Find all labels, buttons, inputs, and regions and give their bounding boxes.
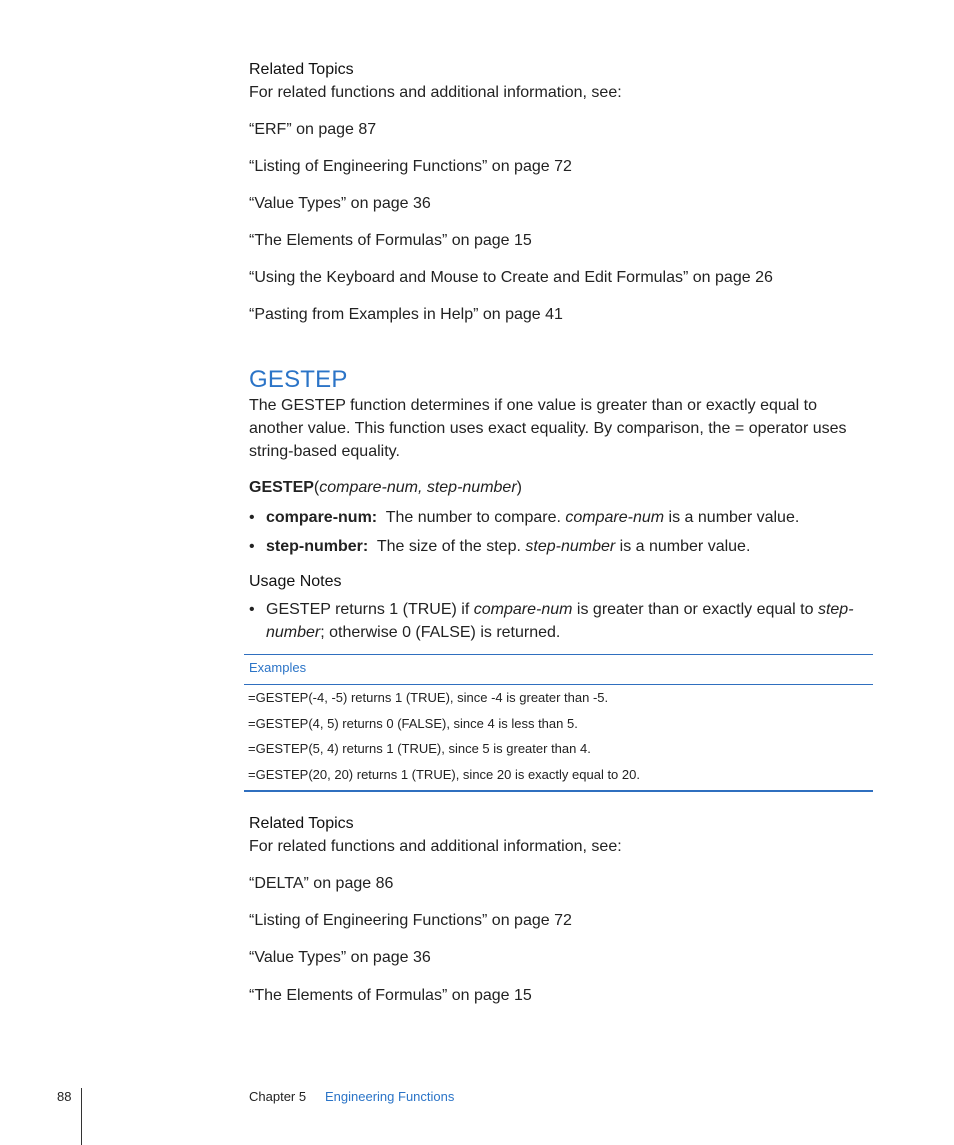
related-link[interactable]: “The Elements of Formulas” on page 15 — [249, 987, 532, 1004]
related-link[interactable]: “Listing of Engineering Functions” on page 72 — [249, 158, 572, 175]
example-row: =GESTEP(4, 5) returns 0 (FALSE), since 4 is less than 5. — [248, 716, 578, 731]
usage-text: is greater than or exactly equal to — [576, 601, 814, 618]
related-topics-heading: Related Topics — [249, 61, 354, 78]
argument-text: The size of the step. — [376, 538, 521, 555]
argument-italic: compare-num — [565, 509, 665, 526]
argument-italic: step-number — [525, 538, 616, 555]
related-link[interactable]: “DELTA” on page 86 — [249, 875, 394, 892]
usage-italic: number — [266, 624, 321, 641]
bullet-icon: • — [249, 601, 255, 618]
example-row: =GESTEP(5, 4) returns 1 (TRUE), since 5 is greater than 4. — [248, 741, 591, 756]
footer-divider — [81, 1088, 82, 1145]
argument-text: is a number value. — [668, 509, 800, 526]
related-link[interactable]: “Value Types” on page 36 — [249, 949, 431, 966]
argument-name: step-number: — [266, 538, 369, 555]
syntax-name: GESTEP — [249, 479, 314, 496]
examples-table — [244, 654, 873, 792]
related-topics-heading: Related Topics — [249, 815, 354, 832]
argument-text: is a number value. — [619, 538, 751, 555]
usage-text: ; otherwise 0 (FALSE) is returned. — [320, 624, 561, 641]
usage-notes-heading: Usage Notes — [249, 573, 342, 590]
related-topics-intro: For related functions and additional information, see: — [249, 838, 622, 855]
related-link[interactable]: “Value Types” on page 36 — [249, 195, 431, 212]
argument-text: The number to compare. — [385, 509, 561, 526]
syntax-open: ( — [313, 479, 320, 496]
page-number: 88 — [57, 1089, 72, 1104]
related-topics-intro: For related functions and additional information, see: — [249, 84, 622, 101]
related-link[interactable]: “Listing of Engineering Functions” on page 72 — [249, 912, 572, 929]
usage-italic: compare-num — [473, 601, 573, 618]
table-rule-bottom — [244, 790, 873, 792]
argument-item — [249, 538, 751, 556]
table-rule-header — [244, 684, 873, 685]
syntax-close: ) — [516, 479, 522, 496]
argument-name: compare-num: — [266, 509, 378, 526]
function-description: The GESTEP function determines if one value is greater than or exactly equal to another value. This function uses exact equality. By comparison, the = operator uses string-based equality. — [249, 397, 847, 460]
example-row: =GESTEP(-4, -5) returns 1 (TRUE), since -4 is greater than -5. — [248, 690, 609, 705]
examples-heading: Examples — [249, 660, 307, 675]
syntax-args: compare-num, step-number — [319, 479, 517, 496]
related-link[interactable]: “Pasting from Examples in Help” on page 41 — [249, 306, 563, 323]
footer-chapter: Chapter 5 — [249, 1089, 307, 1104]
usage-text: GESTEP returns 1 (TRUE) if — [266, 601, 470, 618]
usage-note — [249, 598, 854, 644]
bullet-icon: • — [249, 538, 255, 555]
footer-chapter-title[interactable]: Engineering Functions — [325, 1089, 455, 1104]
function-syntax — [249, 479, 522, 497]
argument-item — [249, 509, 800, 527]
related-link[interactable]: “ERF” on page 87 — [249, 121, 377, 138]
usage-italic: step- — [817, 601, 854, 618]
table-rule-top — [244, 654, 873, 655]
example-row: =GESTEP(20, 20) returns 1 (TRUE), since 20 is exactly equal to 20. — [248, 767, 640, 782]
bullet-icon: • — [249, 509, 255, 526]
section-title: GESTEP — [249, 366, 348, 393]
related-link[interactable]: “The Elements of Formulas” on page 15 — [249, 232, 532, 249]
related-link[interactable]: “Using the Keyboard and Mouse to Create and Edit Formulas” on page 26 — [249, 269, 773, 286]
